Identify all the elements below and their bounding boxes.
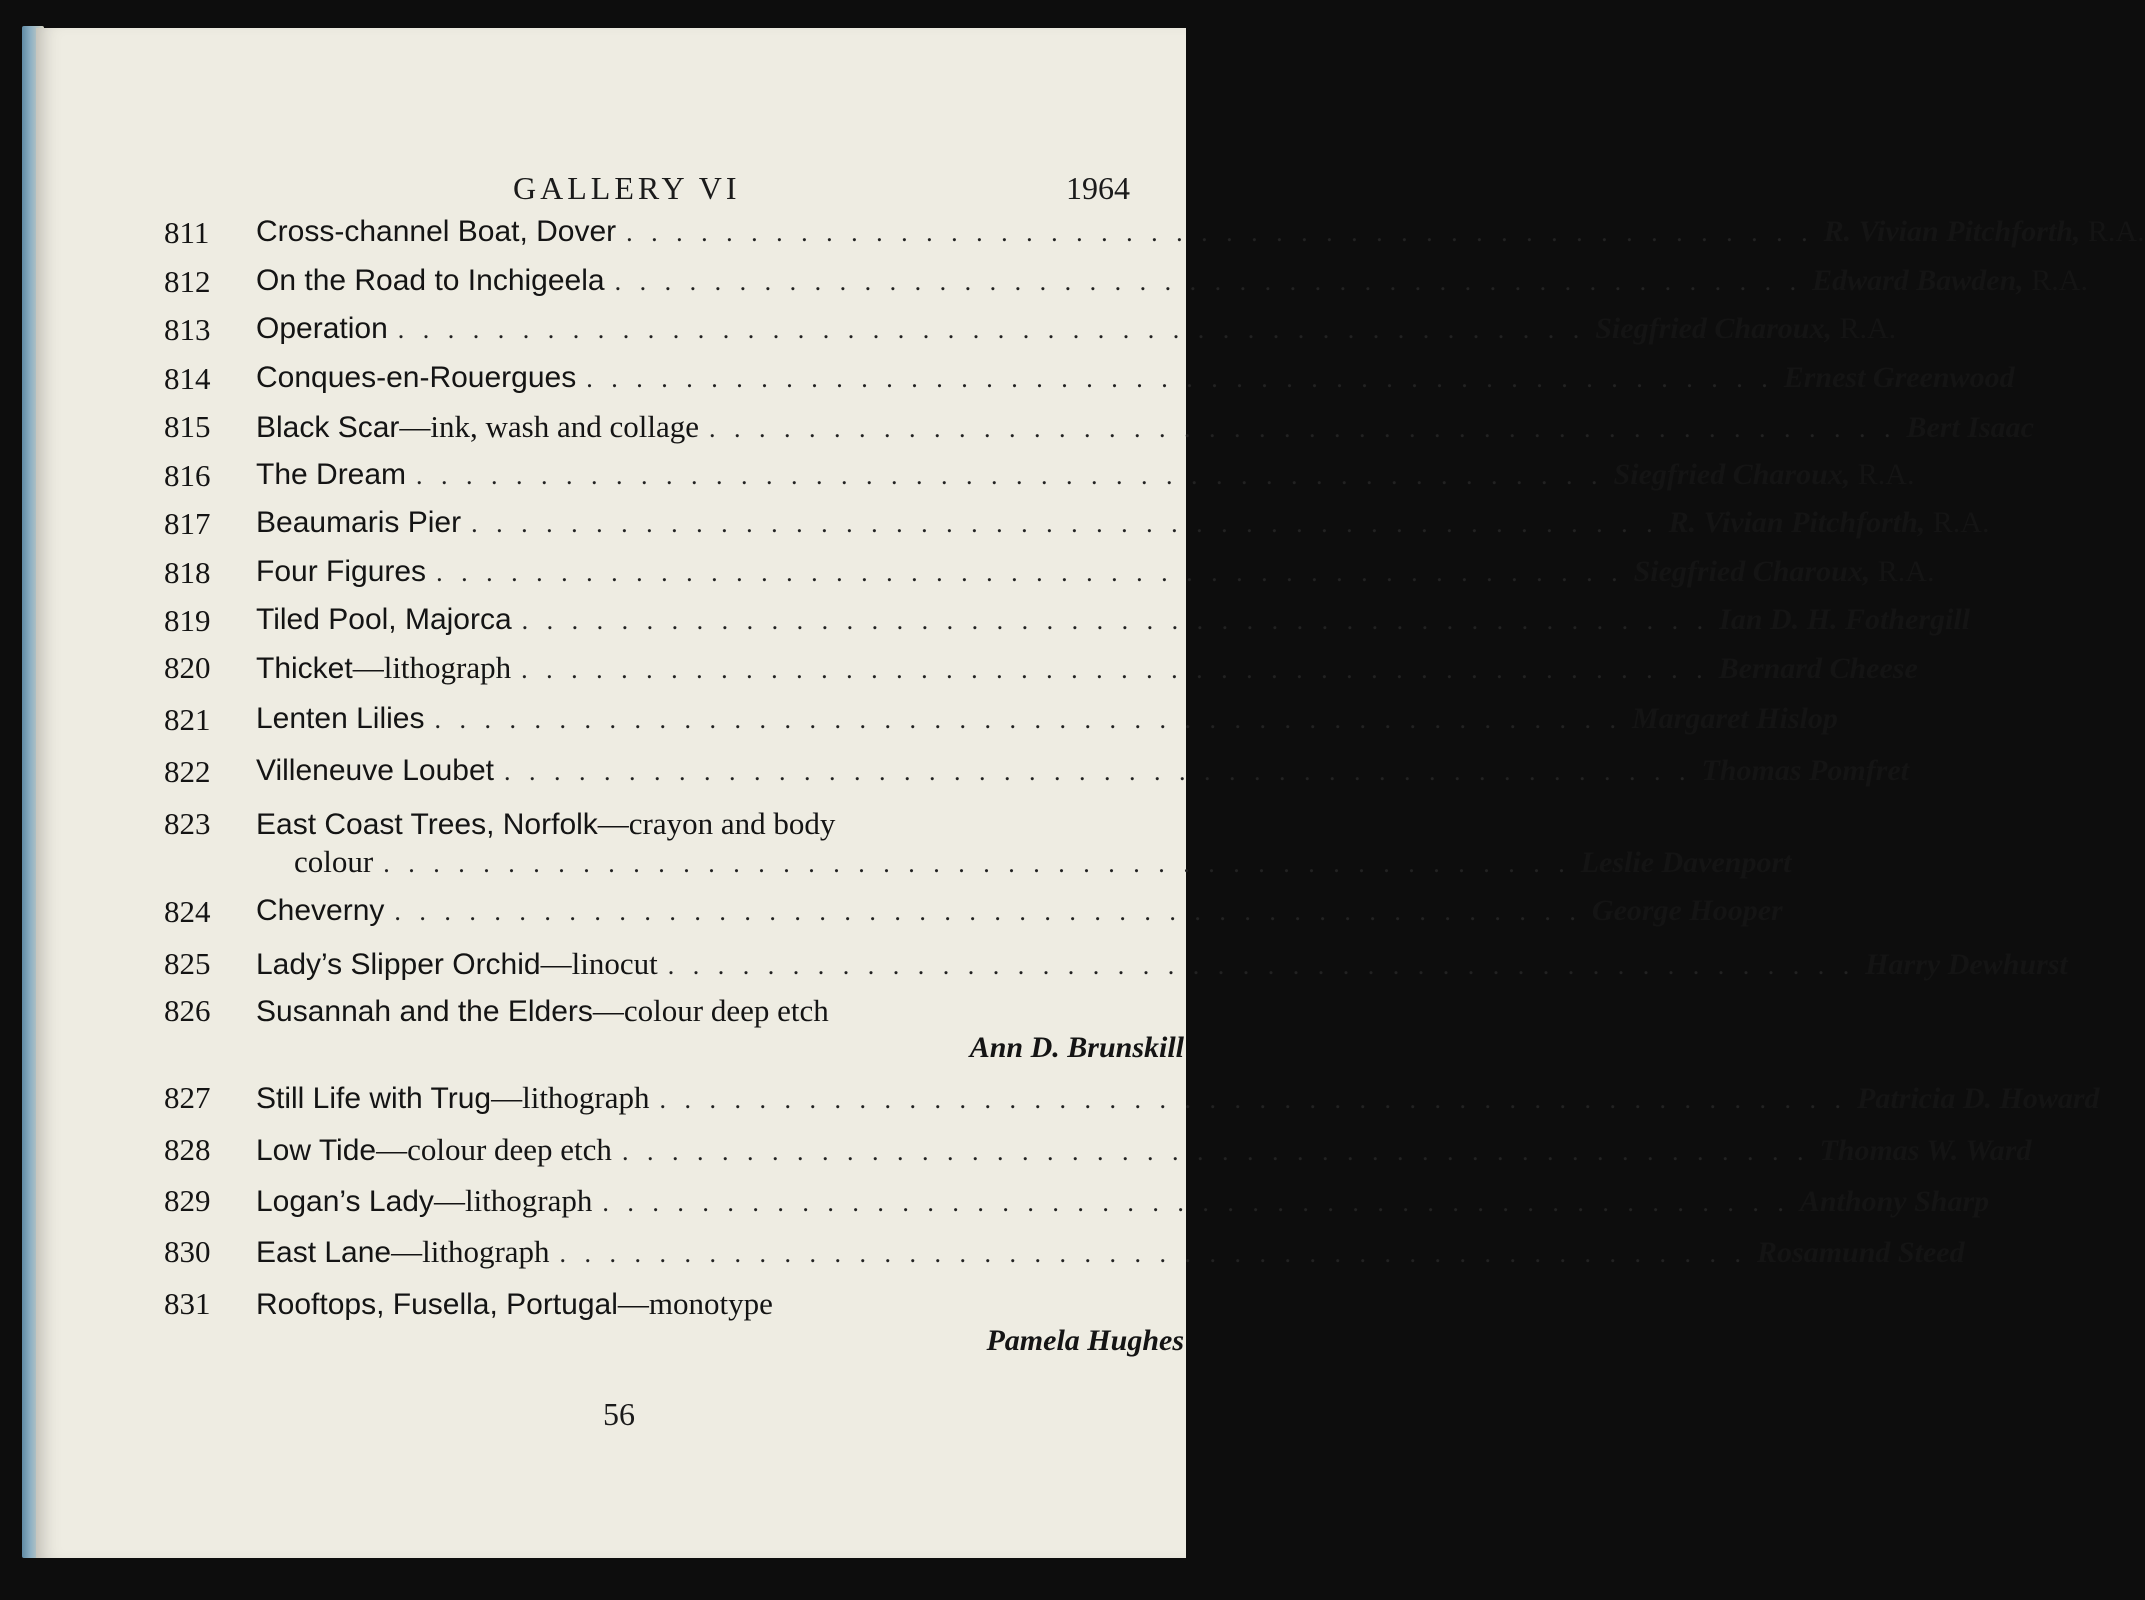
entry-medium: —monotype (617, 1286, 773, 1321)
entry-title: East Lane (256, 1236, 392, 1269)
page-footer (36, 1396, 1186, 1433)
entry-title: Cheverny (256, 894, 385, 927)
artist-name: Margaret Hislop (1631, 702, 1838, 735)
entry-line (256, 603, 1971, 637)
entry-title: Tiled Pool, Majorca (256, 603, 512, 636)
entry-number: 821 (164, 702, 211, 737)
entry-medium: —crayon and body (597, 806, 836, 841)
entry-title: Low Tide (256, 1134, 377, 1167)
entry-line-2 (256, 1031, 1184, 1065)
artist-name: Ann D. Brunskill (969, 1031, 1184, 1064)
entry-title: Rooftops, Fusella, Portugal (256, 1288, 618, 1321)
leader-dots: . . . . . . . . . . . . . . . . . . . . . . . . . . . . . . . . . . . . . . . . . . . . . . . . (659, 1085, 1848, 1114)
artist-name: Patricia D. Howard (1857, 1082, 2100, 1115)
entry-title: Lenten Lilies (256, 702, 425, 735)
entry-artist (1632, 702, 1838, 736)
entry-artist (970, 1031, 1184, 1065)
artist-name: Leslie Davenport (1580, 846, 1792, 879)
entry-number: 830 (164, 1234, 211, 1269)
entry-title: Thicket (256, 652, 353, 685)
entry-artist (1800, 1185, 1989, 1219)
entry-line (256, 1234, 1965, 1270)
entry-number: 818 (164, 555, 211, 590)
entry-title: Susannah and the Elders (256, 995, 593, 1028)
leader-dots: . . . . . . . . . . . . . . . . . . . . . . . . . . . . . . . . . . . . . . . . . . . . . . . . (471, 509, 1659, 538)
entry-number: 816 (164, 458, 211, 493)
entry-number: 813 (164, 312, 211, 347)
artist-name: Siegfried Charoux, (1613, 458, 1851, 491)
entry-medium: —colour deep etch (376, 1132, 612, 1167)
leader-dots: . . . . . . . . . . . . . . . . . . . . . . . . . . . . . . . . . . . . . . . . . . . . . . . . (521, 655, 1709, 684)
entry-line (256, 409, 2034, 445)
entry-title: Operation (256, 312, 388, 345)
artist-name: George Hooper (1591, 894, 1783, 927)
entry-medium: —lithograph (491, 1080, 650, 1115)
artist-honours: R.A. (1839, 312, 1897, 345)
leader-dots: . . . . . . . . . . . . . . . . . . . . . . . . . . . . . . . . . . . . . . . . . . . . . . . . (434, 705, 1622, 734)
entry-line (256, 361, 2015, 395)
entry-artist (1784, 361, 2015, 395)
artist-honours: R.A. (1932, 506, 1990, 539)
gallery-title: GALLERY VI (513, 170, 741, 206)
entry-title: Still Life with Trug (256, 1082, 492, 1115)
entry-line (256, 215, 2145, 249)
entry-line (256, 1132, 2032, 1168)
entry-artist (1719, 652, 1918, 686)
entry-number: 817 (164, 506, 211, 541)
entry-number: 812 (164, 264, 211, 299)
artist-name: Thomas Pomfret (1701, 754, 1909, 787)
entry-artist (1581, 846, 1792, 880)
artist-name: Harry Dewhurst (1865, 948, 2068, 981)
artist-name: Edward Bawden, (1812, 264, 2024, 297)
entry-line (256, 1080, 2100, 1116)
entry-number: 822 (164, 754, 211, 789)
catalogue-page (36, 28, 2145, 1558)
entry-line-2 (256, 844, 1792, 880)
entry-line (256, 806, 1184, 842)
entry-continuation: colour (294, 844, 374, 879)
entry-line (256, 946, 2068, 982)
leader-dots: . . . . . . . . . . . . . . . . . . . . . . . . . . . . . . . . . . . . . . . . . . . . . . . . (383, 849, 1571, 878)
entry-line (256, 264, 2088, 298)
artist-name: Ernest Greenwood (1783, 361, 2015, 394)
entry-number: 826 (164, 993, 211, 1028)
entry-line (256, 1286, 1184, 1322)
artist-name: Siegfried Charoux, (1595, 312, 1832, 345)
entry-line (256, 894, 1783, 928)
entry-line (256, 506, 1990, 540)
artist-name: Ian D. H. Fothergill (1719, 603, 1971, 636)
entry-artist (1812, 264, 2088, 298)
entry-title: East Coast Trees, Norfolk (256, 808, 598, 841)
entry-number: 831 (164, 1286, 211, 1321)
entry-title: Lady’s Slipper Orchid (256, 948, 541, 981)
entry-title: Black Scar (256, 411, 400, 444)
entry-title: Villeneuve Loubet (256, 754, 494, 787)
entry-number: 811 (164, 215, 210, 250)
artist-name: Thomas W. Ward (1819, 1134, 2032, 1167)
artist-name: R. Vivian Pitchforth, (1823, 215, 2081, 248)
leader-dots: . . . . . . . . . . . . . . . . . . . . . . . . . . . . . . . . . . . . . . . . . . . . . . . . (397, 315, 1586, 344)
entry-artist (1634, 555, 1935, 589)
leader-dots: . . . . . . . . . . . . . . . . . . . . . . . . . . . . . . . . . . . . . . . . . . . . . . . . (559, 1239, 1748, 1268)
entry-line (256, 555, 1935, 589)
entry-line (256, 754, 1909, 788)
entry-number: 815 (164, 409, 211, 444)
leader-dots: . . . . . . . . . . . . . . . . . . . . . . . . . . . . . . . . . . . . . . . . . . . . . . . . (503, 757, 1692, 786)
entry-number: 829 (164, 1183, 211, 1218)
artist-honours: R.A. (1877, 555, 1935, 588)
entry-artist (1824, 215, 2145, 249)
entry-number: 819 (164, 603, 211, 638)
entry-line-2 (256, 1324, 1184, 1358)
entry-line (256, 702, 1838, 736)
entry-title: Conques-en-Rouergues (256, 361, 577, 394)
artist-name: R. Vivian Pitchforth, (1668, 506, 1926, 539)
entry-artist (1669, 506, 1990, 540)
artist-name: Siegfried Charoux, (1633, 555, 1871, 588)
entry-artist (1906, 411, 2034, 445)
entry-title: Beaumaris Pier (256, 506, 462, 539)
entry-artist (1757, 1236, 1965, 1270)
entry-number: 823 (164, 806, 211, 841)
artist-name: Anthony Sharp (1799, 1185, 1990, 1218)
artist-honours: R.A. (1857, 458, 1915, 491)
entry-medium: —lithograph (433, 1183, 593, 1218)
leader-dots: . . . . . . . . . . . . . . . . . . . . . . . . . . . . . . . . . . . . . . . . . . . . . . . . (436, 558, 1624, 587)
entry-medium: —lithograph (391, 1234, 550, 1269)
entry-number: 828 (164, 1132, 211, 1167)
entry-artist (1592, 894, 1783, 928)
entry-number: 825 (164, 946, 211, 981)
entry-number: 824 (164, 894, 211, 929)
entry-line (256, 312, 1897, 346)
entry-artist (1857, 1082, 2100, 1116)
entry-artist (1595, 312, 1896, 346)
entry-title: On the Road to Inchigeela (256, 264, 605, 297)
artist-name: Rosamund Steed (1757, 1236, 1965, 1269)
entry-medium: —colour deep etch (592, 993, 829, 1028)
artist-honours: R.A. (2031, 264, 2088, 297)
leader-dots: . . . . . . . . . . . . . . . . . . . . . . . . . . . . . . . . . . . . . . . . . . . . . . . . (708, 414, 1897, 443)
leader-dots: . . . . . . . . . . . . . . . . . . . . . . . . . . . . . . . . . . . . . . . . . . . . . . . . (586, 364, 1774, 393)
page-number: 56 (603, 1396, 635, 1432)
entry-artist (1865, 948, 2068, 982)
entry-line (256, 993, 1184, 1029)
entries-list (36, 28, 2145, 1558)
entry-medium: —linocut (540, 946, 658, 981)
leader-dots: . . . . . . . . . . . . . . . . . . . . . . . . . . . . . . . . . . . . . . . . . . . . . . . . (521, 606, 1710, 635)
leader-dots: . . . . . . . . . . . . . . . . . . . . . . . . . . . . . . . . . . . . . . . . . . . . . . . . (614, 267, 1803, 296)
entry-number: 827 (164, 1080, 211, 1115)
entry-artist (1719, 603, 1970, 637)
page-year: 1964 (1066, 170, 1130, 206)
leader-dots: . . . . . . . . . . . . . . . . . . . . . . . . . . . . . . . . . . . . . . . . . . . . . . . . (416, 461, 1604, 490)
artist-name: Bernard Cheese (1718, 652, 1918, 685)
entry-title: Four Figures (256, 555, 427, 588)
entry-line (256, 458, 1915, 492)
artist-name: Pamela Hughes (986, 1324, 1184, 1357)
entry-artist (986, 1324, 1184, 1358)
leader-dots: . . . . . . . . . . . . . . . . . . . . . . . . . . . . . . . . . . . . . . . . . . . . . . . . (621, 1137, 1810, 1166)
entry-artist (1701, 754, 1909, 788)
entry-number: 820 (164, 650, 211, 685)
entry-number: 814 (164, 361, 211, 396)
entry-title: Cross-channel Boat, Dover (256, 215, 617, 248)
leader-dots: . . . . . . . . . . . . . . . . . . . . . . . . . . . . . . . . . . . . . . . . . . . . . . . . (602, 1188, 1790, 1217)
leader-dots: . . . . . . . . . . . . . . . . . . . . . . . . . . . . . . . . . . . . . . . . . . . . . . . . (394, 897, 1582, 926)
leader-dots: . . . . . . . . . . . . . . . . . . . . . . . . . . . . . . . . . . . . . . . . . . . . . . . . (626, 218, 1814, 247)
artist-honours: R.A. (2087, 215, 2145, 248)
entry-artist (1819, 1134, 2031, 1168)
artist-name: Bert Isaac (1906, 411, 2034, 444)
leader-dots: . . . . . . . . . . . . . . . . . . . . . . . . . . . . . . . . . . . . . . . . . . . . . . . . (667, 951, 1856, 980)
entry-title: Logan’s Lady (256, 1185, 434, 1218)
entry-artist (1614, 458, 1915, 492)
entry-title: The Dream (256, 458, 407, 491)
entry-medium: —ink, wash and collage (399, 409, 699, 444)
entry-line (256, 650, 1918, 686)
entry-line (256, 1183, 1990, 1219)
entry-medium: —lithograph (352, 650, 512, 685)
